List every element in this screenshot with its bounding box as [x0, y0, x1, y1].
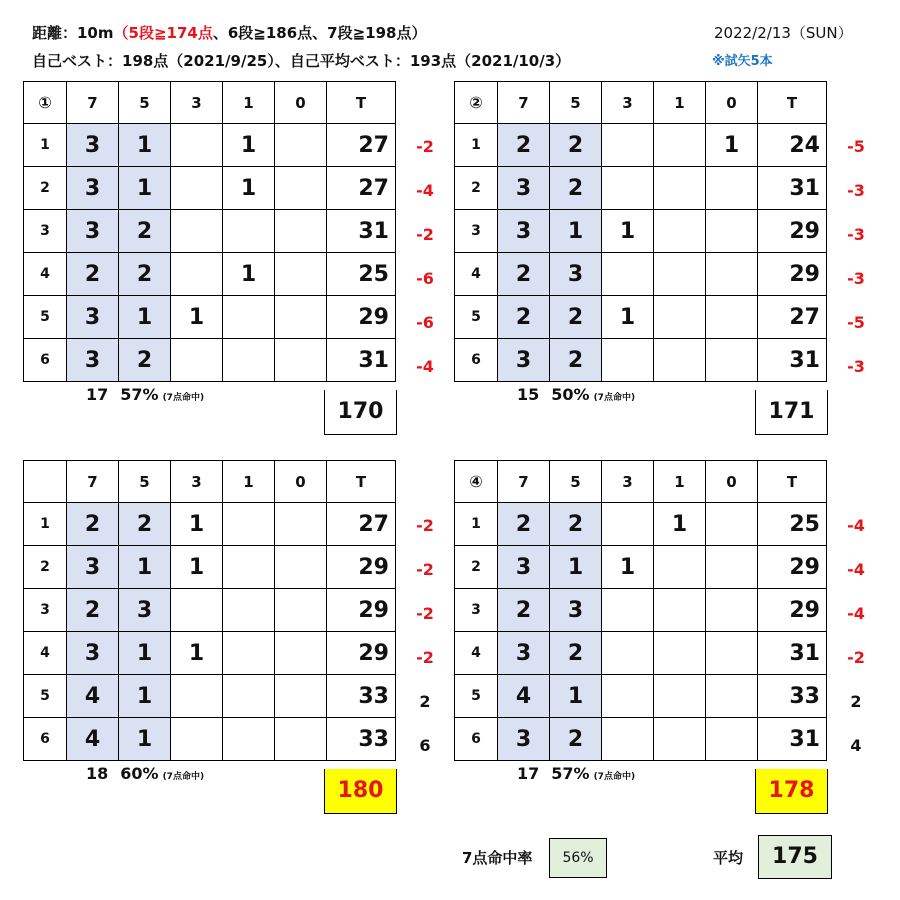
count-cell: [275, 253, 327, 296]
end-number: 4: [24, 253, 67, 296]
end-number: 1: [24, 503, 67, 546]
table-row: [24, 167, 396, 210]
diff-value: -5: [847, 137, 865, 156]
table-row: [24, 718, 396, 761]
count-cell: 1: [119, 718, 171, 761]
count-cell: [706, 718, 758, 761]
end-total: 31: [758, 167, 827, 210]
column-header: 5: [550, 82, 602, 124]
count-cell: 1: [602, 546, 654, 589]
end-total: 27: [327, 503, 396, 546]
count-cell: [275, 339, 327, 382]
count-cell: [602, 124, 654, 167]
average-label: 平均: [713, 849, 744, 867]
end-number: 3: [455, 210, 498, 253]
seven-point-stats: [86, 385, 204, 404]
count-cell: [275, 675, 327, 718]
end-total: 33: [758, 675, 827, 718]
count-cell: 3: [498, 546, 550, 589]
count-cell: [275, 589, 327, 632]
count-cell: [706, 339, 758, 382]
count-cell: 2: [498, 503, 550, 546]
end-total: 29: [327, 546, 396, 589]
count-cell: 2: [119, 339, 171, 382]
round-total: 178: [755, 769, 828, 814]
column-header: 5: [119, 461, 171, 503]
count-cell: 1: [171, 503, 223, 546]
table-row: [24, 589, 396, 632]
table-row: [455, 253, 827, 296]
count-cell: [171, 124, 223, 167]
count-cell: 1: [602, 210, 654, 253]
count-cell: 1: [223, 253, 275, 296]
end-number: 3: [455, 589, 498, 632]
end-total: 24: [758, 124, 827, 167]
table-row: [24, 124, 396, 167]
table-row: [455, 589, 827, 632]
count-cell: 1: [550, 675, 602, 718]
count-cell: 2: [119, 210, 171, 253]
end-number: 4: [455, 253, 498, 296]
table-header-row: [455, 461, 827, 503]
score-block-1: [23, 81, 453, 476]
table-row: [455, 675, 827, 718]
end-number: 5: [455, 675, 498, 718]
count-cell: [654, 124, 706, 167]
count-cell: 3: [67, 632, 119, 675]
count-cell: [223, 546, 275, 589]
count-cell: [602, 253, 654, 296]
diff-value: -6: [416, 269, 434, 288]
table-header-row: [455, 82, 827, 124]
count-cell: 1: [171, 546, 223, 589]
count-cell: [654, 210, 706, 253]
count-cell: [706, 546, 758, 589]
end-number: 6: [24, 339, 67, 382]
table-row: [455, 124, 827, 167]
count-cell: [223, 589, 275, 632]
column-header: 3: [602, 461, 654, 503]
end-total: 25: [327, 253, 396, 296]
round-label: ②: [455, 82, 498, 124]
round-label: [24, 461, 67, 503]
diff-value: 6: [419, 736, 431, 755]
table-row: [24, 210, 396, 253]
diff-column: [831, 125, 881, 389]
table-row: [24, 253, 396, 296]
count-cell: [602, 589, 654, 632]
diff-value: -4: [847, 604, 865, 623]
session-date: 2022/2/13（SUN）: [714, 24, 853, 42]
table-row: [24, 296, 396, 339]
count-cell: 1: [119, 124, 171, 167]
distance-label: 距離：10m: [32, 24, 114, 42]
diff-value: -2: [416, 225, 434, 244]
seven-count: 18: [86, 764, 109, 783]
count-cell: [654, 296, 706, 339]
score-block-2: [454, 81, 884, 476]
count-cell: 3: [550, 253, 602, 296]
column-header: 7: [67, 461, 119, 503]
count-cell: [171, 210, 223, 253]
count-cell: 1: [550, 546, 602, 589]
column-header: 7: [498, 461, 550, 503]
end-number: 1: [24, 124, 67, 167]
count-cell: [275, 503, 327, 546]
practice-arrows-note: ※試矢5本: [712, 54, 773, 69]
column-header: T: [327, 82, 396, 124]
count-cell: 3: [67, 124, 119, 167]
count-cell: 1: [654, 503, 706, 546]
column-header: 3: [171, 82, 223, 124]
count-cell: [602, 339, 654, 382]
column-header: 7: [498, 82, 550, 124]
count-cell: 2: [550, 503, 602, 546]
count-cell: 1: [119, 167, 171, 210]
count-cell: 1: [119, 546, 171, 589]
end-number: 2: [455, 546, 498, 589]
count-cell: 2: [550, 124, 602, 167]
end-total: 29: [758, 253, 827, 296]
count-cell: 2: [67, 503, 119, 546]
column-header: 5: [119, 82, 171, 124]
count-cell: [223, 632, 275, 675]
count-cell: 2: [550, 296, 602, 339]
column-header: 0: [275, 82, 327, 124]
column-header: T: [327, 461, 396, 503]
table-row: [455, 503, 827, 546]
diff-value: -5: [847, 313, 865, 332]
table-row: [24, 675, 396, 718]
table-row: [455, 339, 827, 382]
round-total: 171: [755, 390, 828, 435]
end-number: 4: [24, 632, 67, 675]
count-cell: [706, 210, 758, 253]
seven-percent: 57%: [551, 764, 590, 783]
end-number: 2: [24, 167, 67, 210]
count-cell: [223, 210, 275, 253]
count-cell: [654, 675, 706, 718]
diff-value: -6: [416, 313, 434, 332]
round-label: ④: [455, 461, 498, 503]
table-header-row: [24, 82, 396, 124]
count-cell: [602, 503, 654, 546]
seven-percent-note: (7点命中): [162, 772, 205, 782]
score-table: [454, 460, 827, 761]
count-cell: 3: [67, 339, 119, 382]
end-number: 5: [24, 296, 67, 339]
count-cell: [223, 503, 275, 546]
count-cell: 3: [550, 589, 602, 632]
table-row: [455, 632, 827, 675]
count-cell: [602, 718, 654, 761]
count-cell: 3: [67, 210, 119, 253]
end-total: 29: [327, 589, 396, 632]
end-number: 6: [24, 718, 67, 761]
column-header: 1: [223, 461, 275, 503]
end-number: 3: [24, 210, 67, 253]
diff-column: [400, 125, 450, 389]
end-number: 1: [455, 124, 498, 167]
count-cell: 2: [119, 253, 171, 296]
end-total: 29: [327, 296, 396, 339]
count-cell: 2: [67, 253, 119, 296]
hit-rate-label: 7点命中率: [462, 849, 533, 867]
count-cell: [602, 167, 654, 210]
end-number: 1: [455, 503, 498, 546]
count-cell: [275, 632, 327, 675]
seven-point-stats: [86, 764, 204, 783]
count-cell: 3: [498, 718, 550, 761]
count-cell: 3: [119, 589, 171, 632]
end-total: 29: [758, 589, 827, 632]
end-total: 29: [327, 632, 396, 675]
count-cell: 1: [706, 124, 758, 167]
diff-value: 2: [850, 692, 862, 711]
count-cell: [171, 253, 223, 296]
count-cell: 2: [498, 589, 550, 632]
diff-value: -2: [416, 560, 434, 579]
column-header: 1: [654, 82, 706, 124]
diff-value: -3: [847, 225, 865, 244]
count-cell: [171, 718, 223, 761]
count-cell: [223, 718, 275, 761]
count-cell: [171, 589, 223, 632]
end-total: 29: [758, 210, 827, 253]
count-cell: [654, 253, 706, 296]
score-block-4: [454, 460, 884, 855]
end-total: 31: [758, 339, 827, 382]
count-cell: [654, 167, 706, 210]
count-cell: 3: [498, 632, 550, 675]
end-total: 29: [758, 546, 827, 589]
end-number: 6: [455, 339, 498, 382]
diff-column: [400, 504, 450, 768]
round-total: 170: [324, 390, 397, 435]
column-header: 3: [171, 461, 223, 503]
score-table: [454, 81, 827, 382]
hit-rate-value: 56%: [549, 838, 607, 878]
diff-value: -3: [847, 181, 865, 200]
count-cell: 1: [602, 296, 654, 339]
end-total: 33: [327, 718, 396, 761]
seven-count: 17: [86, 385, 109, 404]
count-cell: [706, 675, 758, 718]
end-number: 2: [24, 546, 67, 589]
seven-percent: 50%: [551, 385, 590, 404]
count-cell: [171, 167, 223, 210]
end-total: 27: [758, 296, 827, 339]
count-cell: 1: [223, 124, 275, 167]
seven-count: 17: [517, 764, 540, 783]
header-line-1: [32, 22, 426, 43]
count-cell: [654, 546, 706, 589]
count-cell: [171, 339, 223, 382]
diff-value: -2: [416, 648, 434, 667]
column-header: 0: [706, 82, 758, 124]
table-row: [24, 503, 396, 546]
diff-value: -3: [847, 357, 865, 376]
count-cell: 1: [223, 167, 275, 210]
diff-value: -2: [416, 604, 434, 623]
count-cell: 3: [498, 339, 550, 382]
count-cell: [706, 503, 758, 546]
table-row: [24, 546, 396, 589]
dan-criteria-5dan: （5段≧174点: [113, 24, 213, 42]
column-header: 1: [223, 82, 275, 124]
count-cell: [275, 167, 327, 210]
count-cell: [654, 718, 706, 761]
score-block-3: [23, 460, 453, 855]
count-cell: [706, 589, 758, 632]
count-cell: 2: [498, 124, 550, 167]
count-cell: [275, 296, 327, 339]
dan-criteria-rest: 、6段≧186点、7段≧198点）: [212, 24, 427, 42]
end-total: 33: [327, 675, 396, 718]
column-header: T: [758, 461, 827, 503]
count-cell: [602, 632, 654, 675]
diff-value: -2: [416, 516, 434, 535]
count-cell: [602, 675, 654, 718]
end-number: 2: [455, 167, 498, 210]
personal-best-line: 自己ベスト：198点（2021/9/25）、自己平均ベスト：193点（2021/10/3）: [32, 52, 571, 70]
round-label: ①: [24, 82, 67, 124]
count-cell: [706, 253, 758, 296]
diff-value: -2: [847, 648, 865, 667]
column-header: 1: [654, 461, 706, 503]
diff-value: -4: [847, 516, 865, 535]
end-total: 31: [758, 718, 827, 761]
diff-value: 4: [850, 736, 862, 755]
count-cell: [223, 296, 275, 339]
count-cell: 3: [67, 546, 119, 589]
table-row: [455, 718, 827, 761]
table-header-row: [24, 461, 396, 503]
column-header: 5: [550, 461, 602, 503]
count-cell: 2: [550, 339, 602, 382]
count-cell: [706, 167, 758, 210]
end-total: 31: [327, 339, 396, 382]
count-cell: [223, 675, 275, 718]
round-total: 180: [324, 769, 397, 814]
count-cell: 4: [67, 675, 119, 718]
count-cell: [654, 589, 706, 632]
end-total: 31: [758, 632, 827, 675]
column-header: 7: [67, 82, 119, 124]
end-total: 27: [327, 124, 396, 167]
table-row: [455, 546, 827, 589]
count-cell: [654, 632, 706, 675]
end-total: 31: [327, 210, 396, 253]
count-cell: [275, 210, 327, 253]
count-cell: 2: [67, 589, 119, 632]
seven-percent: 60%: [120, 764, 159, 783]
end-number: 5: [24, 675, 67, 718]
diff-value: -2: [416, 137, 434, 156]
seven-point-stats: [517, 385, 635, 404]
count-cell: [706, 296, 758, 339]
diff-value: -4: [416, 181, 434, 200]
table-row: [455, 296, 827, 339]
count-cell: [706, 632, 758, 675]
count-cell: 1: [171, 296, 223, 339]
count-cell: 3: [498, 210, 550, 253]
column-header: 3: [602, 82, 654, 124]
end-number: 3: [24, 589, 67, 632]
table-row: [24, 632, 396, 675]
count-cell: [275, 124, 327, 167]
column-header: T: [758, 82, 827, 124]
count-cell: 2: [498, 253, 550, 296]
count-cell: 3: [498, 167, 550, 210]
seven-percent: 57%: [120, 385, 159, 404]
end-number: 5: [455, 296, 498, 339]
count-cell: [275, 546, 327, 589]
score-table: [23, 81, 396, 382]
end-total: 25: [758, 503, 827, 546]
count-cell: 2: [550, 718, 602, 761]
end-number: 4: [455, 632, 498, 675]
score-table: [23, 460, 396, 761]
count-cell: 1: [119, 632, 171, 675]
count-cell: 2: [498, 296, 550, 339]
count-cell: [171, 675, 223, 718]
count-cell: 3: [67, 167, 119, 210]
count-cell: [275, 718, 327, 761]
diff-value: -4: [416, 357, 434, 376]
end-total: 27: [327, 167, 396, 210]
diff-value: -4: [847, 560, 865, 579]
diff-column: [831, 504, 881, 768]
count-cell: 2: [119, 503, 171, 546]
seven-percent-note: (7点命中): [593, 772, 636, 782]
column-header: 0: [275, 461, 327, 503]
column-header: 0: [706, 461, 758, 503]
table-row: [455, 210, 827, 253]
count-cell: [654, 339, 706, 382]
end-number: 6: [455, 718, 498, 761]
diff-value: 2: [419, 692, 431, 711]
seven-percent-note: (7点命中): [162, 393, 205, 403]
seven-percent-note: (7点命中): [593, 393, 636, 403]
count-cell: 3: [67, 296, 119, 339]
diff-value: -3: [847, 269, 865, 288]
seven-count: 15: [517, 385, 540, 404]
count-cell: 1: [550, 210, 602, 253]
average-value: 175: [758, 835, 832, 879]
count-cell: [223, 339, 275, 382]
count-cell: 1: [119, 296, 171, 339]
seven-point-stats: [517, 764, 635, 783]
count-cell: 4: [498, 675, 550, 718]
count-cell: 2: [550, 167, 602, 210]
count-cell: 1: [171, 632, 223, 675]
count-cell: 4: [67, 718, 119, 761]
table-row: [24, 339, 396, 382]
count-cell: 1: [119, 675, 171, 718]
count-cell: 2: [550, 632, 602, 675]
table-row: [455, 167, 827, 210]
